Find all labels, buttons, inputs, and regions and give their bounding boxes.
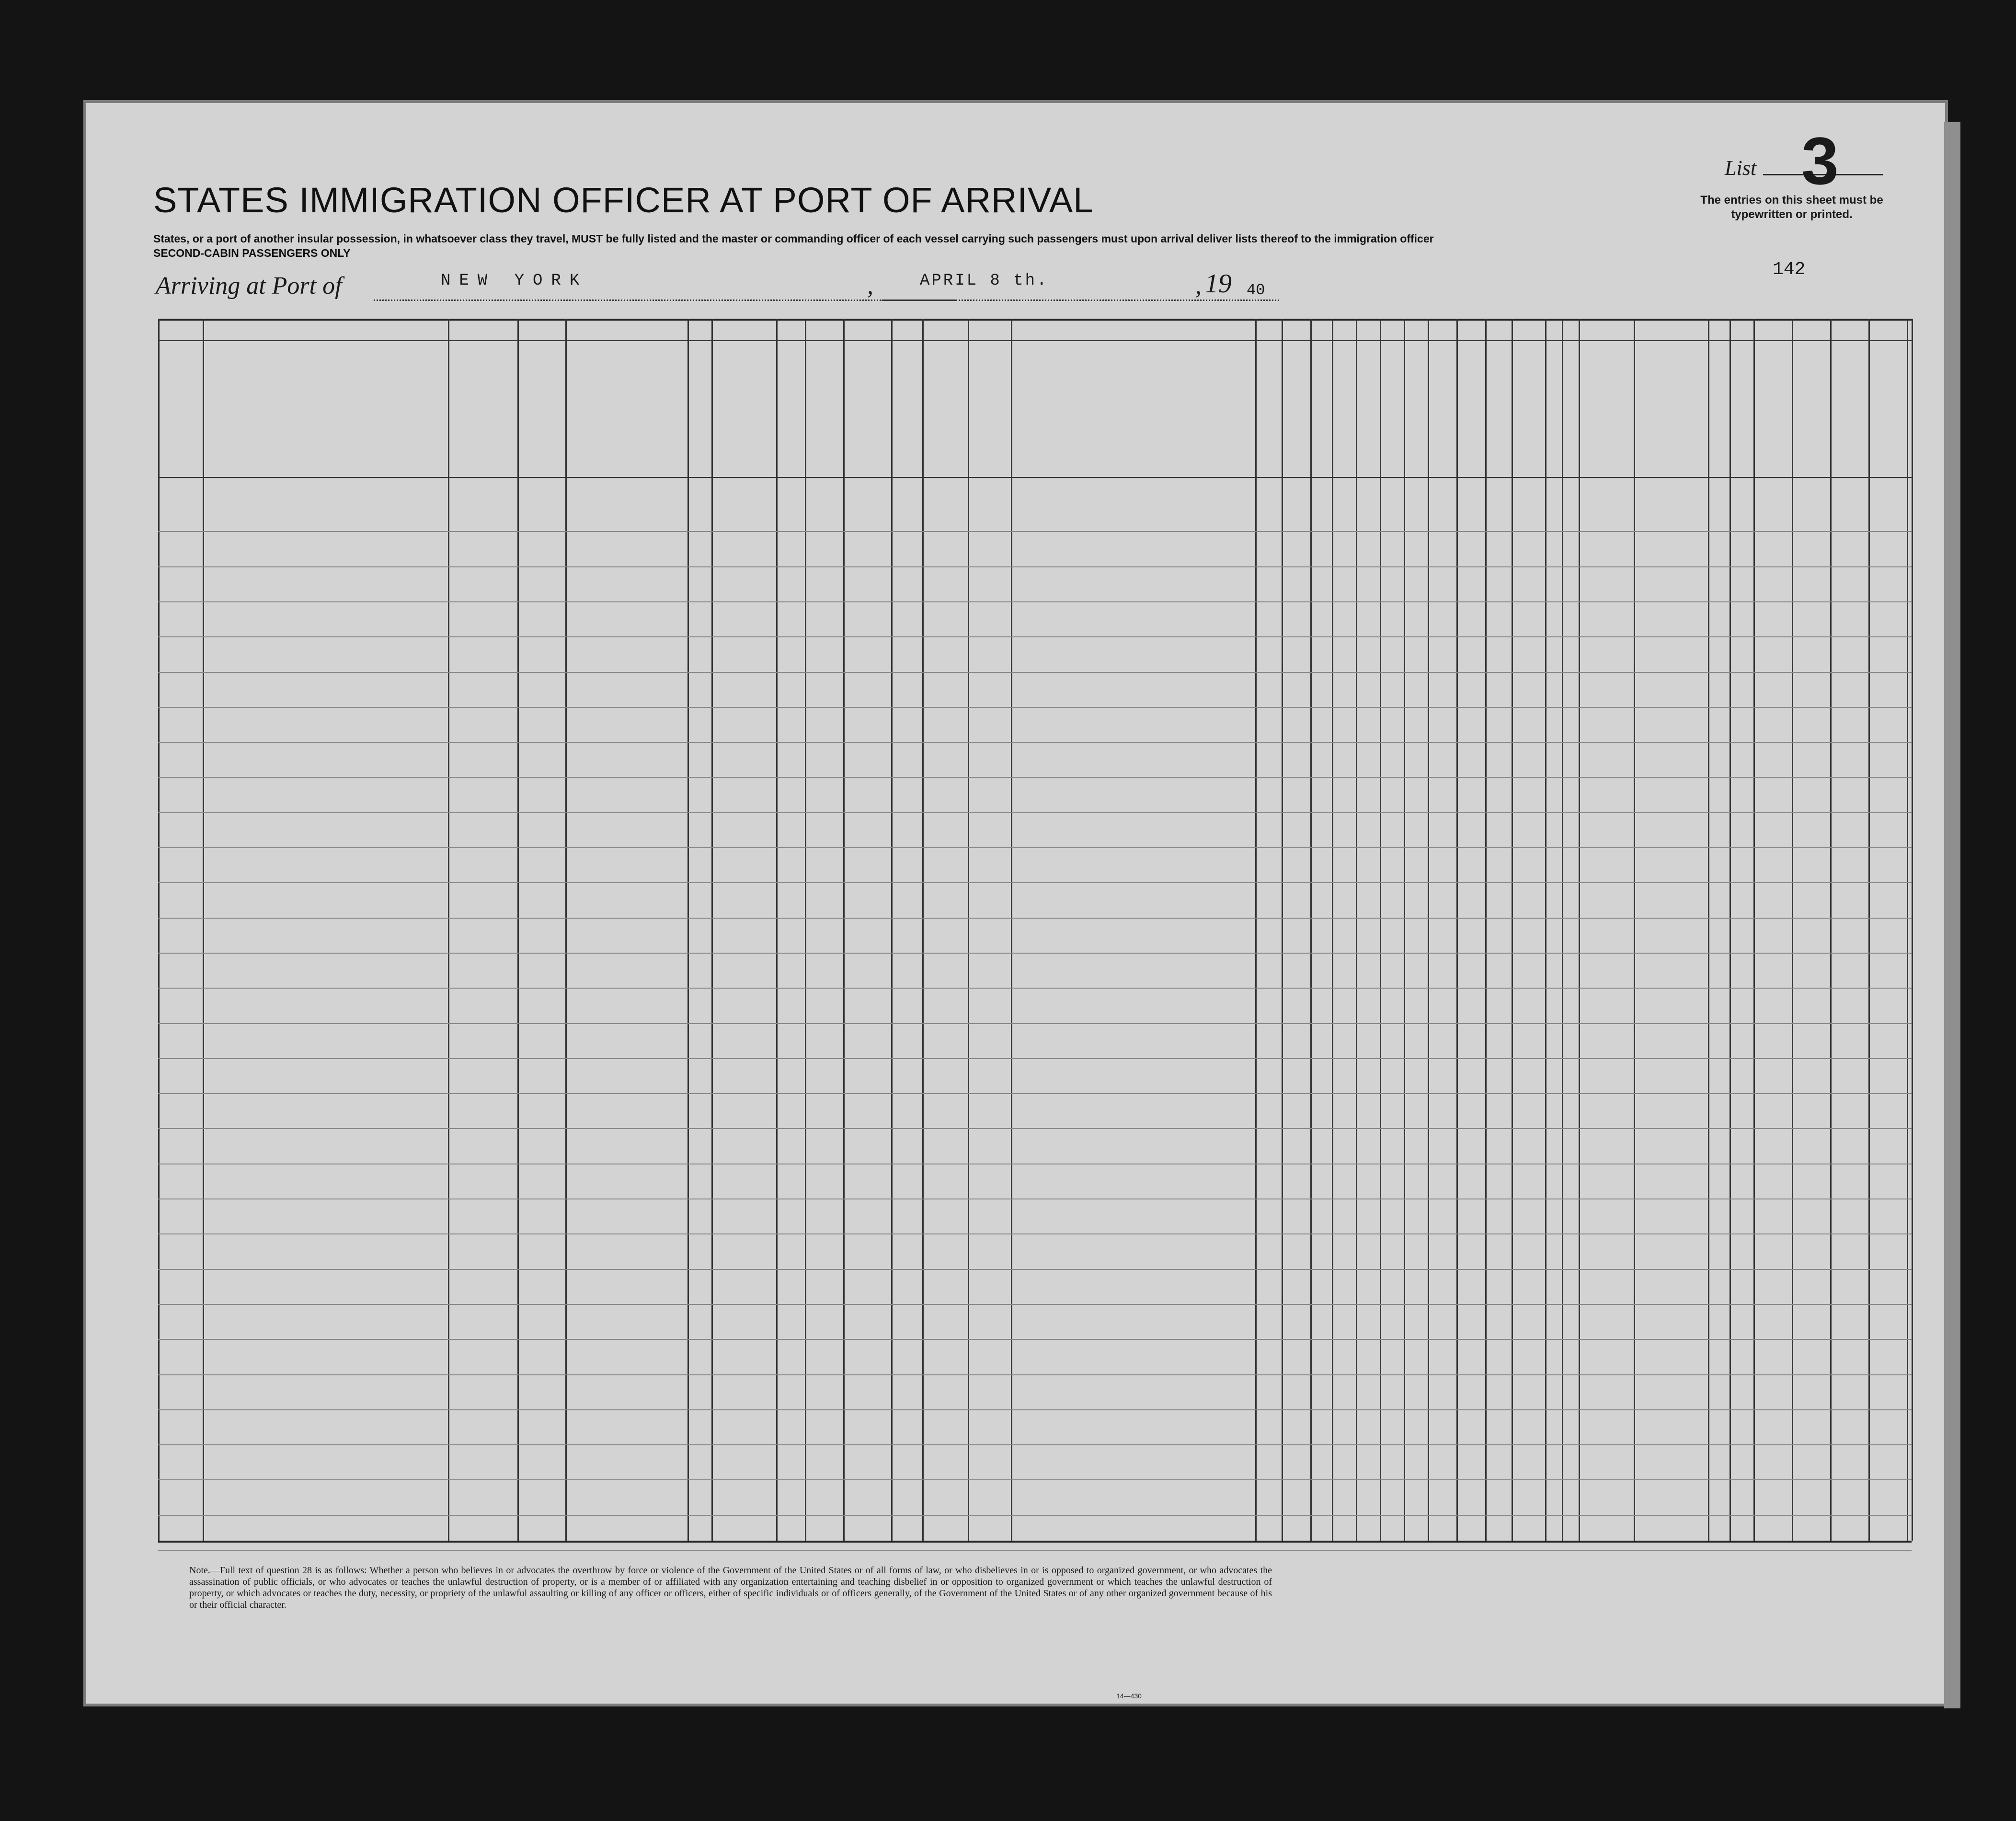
row-rule	[158, 1339, 1912, 1340]
comma-2: ,	[1195, 272, 1202, 300]
column-rule	[711, 319, 713, 1541]
row-rule	[158, 1515, 1912, 1516]
column-rule	[687, 319, 689, 1541]
instructions-line: States, or a port of another insular possession, in whatsoever class they travel, MUST be fully listed and the master or commanding officer of each vessel carrying such passengers must upon arrival deliver lists thereof to the immigration officer	[153, 232, 1434, 245]
row-rule	[158, 1479, 1912, 1480]
form-code: 14—430	[1116, 1692, 1142, 1700]
row-rule	[158, 1374, 1912, 1375]
entries-note: The entries on this sheet must be typewritten or printed.	[1700, 194, 1883, 221]
column-rule	[1011, 319, 1012, 1541]
row-rule	[158, 1550, 1912, 1551]
arrival-date: APRIL 8 th.	[920, 272, 1049, 290]
column-rule	[1545, 319, 1546, 1541]
manifest-sheet	[86, 103, 1945, 1704]
row-rule	[158, 566, 1912, 567]
sheet-number: 142	[1773, 259, 1806, 280]
column-rule	[1332, 319, 1333, 1541]
row-rule	[158, 812, 1912, 813]
row-rule	[158, 777, 1912, 778]
row-rule	[158, 1304, 1912, 1305]
column-rule	[517, 319, 519, 1541]
row-rule	[158, 1233, 1912, 1234]
column-rule	[158, 319, 160, 1541]
column-rule	[1907, 319, 1908, 1541]
row-rule	[158, 531, 1912, 532]
year-prefix: 19	[1205, 269, 1232, 299]
comma-1: ,	[867, 272, 873, 300]
year-suffix: 40	[1247, 281, 1265, 299]
row-rule	[158, 882, 1912, 883]
row-rule	[158, 707, 1912, 708]
row-rule	[158, 742, 1912, 743]
sheet-title: STATES IMMIGRATION OFFICER AT PORT OF ARRIVAL	[153, 180, 1094, 220]
column-rule	[968, 319, 969, 1541]
column-rule	[1753, 319, 1755, 1541]
column-rule	[1485, 319, 1487, 1541]
row-rule	[158, 636, 1912, 637]
table-bottom-rule	[158, 1541, 1912, 1543]
cabin-class: SECOND-CABIN PASSENGERS ONLY	[153, 247, 351, 259]
list-label: List	[1725, 156, 1757, 180]
row-rule	[158, 847, 1912, 848]
row-rule	[158, 672, 1912, 673]
column-rule	[565, 319, 567, 1541]
column-rule	[1868, 319, 1870, 1541]
column-rule	[1830, 319, 1832, 1541]
column-rule	[1356, 319, 1357, 1541]
column-rule	[1912, 319, 1913, 1541]
header-bottom-rule	[158, 477, 1912, 478]
column-rule	[891, 319, 893, 1541]
column-rule	[805, 319, 806, 1541]
column-rule	[1579, 319, 1580, 1541]
row-rule	[158, 988, 1912, 989]
row-rule	[158, 953, 1912, 954]
column-rule	[1282, 319, 1283, 1541]
list-number: 3	[1801, 123, 1839, 198]
column-rule	[1255, 319, 1257, 1541]
arriving-label: Arriving at Port of	[156, 272, 342, 300]
row-rule	[158, 1444, 1912, 1445]
column-rule	[1456, 319, 1458, 1541]
row-rule	[158, 1269, 1912, 1270]
column-rule	[1380, 319, 1381, 1541]
column-rule	[922, 319, 924, 1541]
column-rule	[1404, 319, 1405, 1541]
header-number-rule	[158, 340, 1912, 341]
column-rule	[1708, 319, 1709, 1541]
column-rule	[1730, 319, 1731, 1541]
column-rule	[843, 319, 845, 1541]
column-rule	[1634, 319, 1635, 1541]
column-rule	[1562, 319, 1563, 1541]
row-rule	[158, 1409, 1912, 1410]
row-rule	[158, 1128, 1912, 1129]
column-rule	[1512, 319, 1513, 1541]
column-rule	[776, 319, 778, 1541]
row-rule	[158, 601, 1912, 602]
port-of-arrival: NEW YORK	[441, 272, 588, 290]
row-rule	[158, 918, 1912, 919]
column-rule	[1792, 319, 1793, 1541]
column-rule	[203, 319, 204, 1541]
row-rule	[158, 1058, 1912, 1059]
row-rule	[158, 1023, 1912, 1024]
column-rule	[1310, 319, 1312, 1541]
column-rule	[448, 319, 449, 1541]
row-rule	[158, 1093, 1912, 1094]
table-top-rule	[158, 319, 1912, 321]
column-rule	[1428, 319, 1429, 1541]
footnote-question-28: Note.—Full text of question 28 is as follows: Whether a person who believes in or advocates the overthrow by force or violence of the Government of the United States or of all forms of law, or who disbelieves in or is opposed to organized government, or who advocates the assassination of public officials, or who advocates or teaches the unlawful destruction of property, or is a member of or affiliated with any organization entertaining and teaching disbelief in or opposition to organized government or which teaches the unlawful destruction of property, or which advocates or teaches the duty, necessity, or propriety of the unlawful assaulting or killing of any officer or officers, either of specific individuals or of officers generally, of the Government of the United States or of any other organized government because of his or their official character.	[189, 1565, 1272, 1610]
manifest-table	[86, 103, 1945, 1704]
